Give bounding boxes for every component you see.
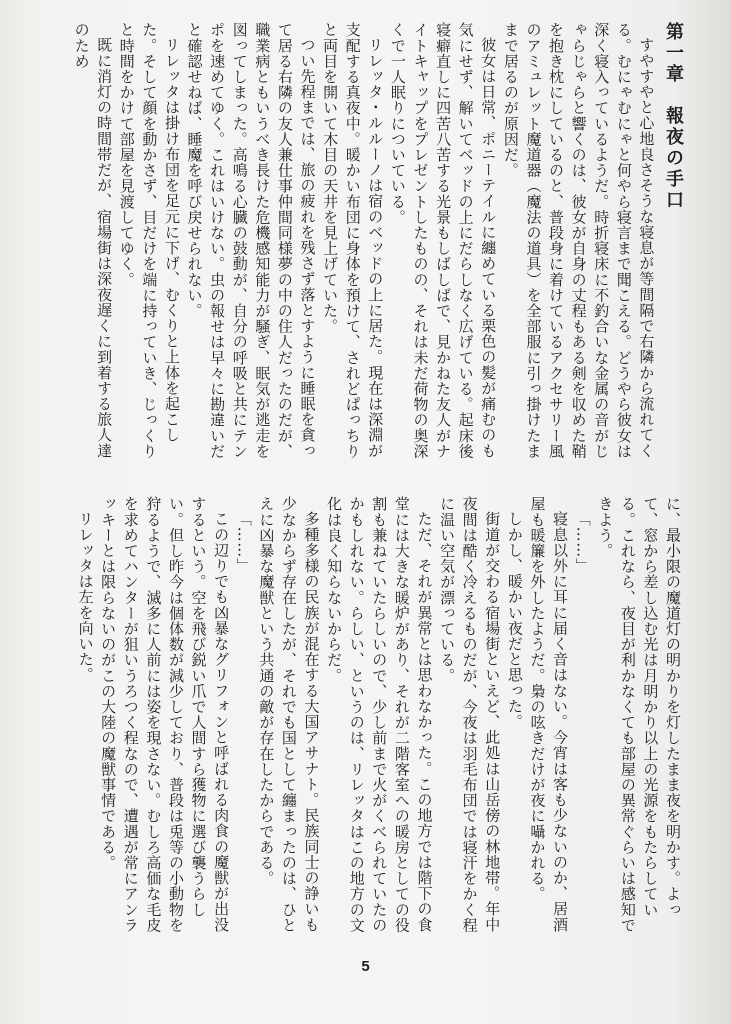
page-number: 5 <box>361 958 370 975</box>
chapter-heading: 第一章 報夜の手口 <box>663 22 684 211</box>
text-column-top <box>52 22 684 472</box>
paragraph: リレッタは左を向いた。 <box>76 511 95 683</box>
paragraph: ただ、それが異常とは思わなかった。この地方では階下の食堂には大きな暖炉があり、それが二階客室への暖房としての役割も兼ねていたらしいので、少し前まで火がくべられていたのかもしれない。らしい、というのは、リレッタはこの地方の文化は良く知らないからだ。 <box>325 496 434 933</box>
dialogue-line: 「……」 <box>573 511 592 574</box>
paragraph: に、最小限の魔道灯の明かりを灯したまま夜を明かす。よって、窓から差し込む光は月明かり以上の光源をもたらしている。これなら、夜目が利かなくても部屋の異常ぐらいは感知できよう。 <box>596 496 682 933</box>
text-column-bottom <box>52 496 684 944</box>
paragraph: リレッタは掛け布団を足元に下げ、むくりと上体を起こした。そして顔を動かさず、目だけを端に持っていき、じっくりと時間をかけて部屋を見渡してゆく。 <box>117 22 181 459</box>
paragraph: 既に消灯の時間帯だが、宿場街は深夜遅くに到着する旅人達のため <box>72 22 114 459</box>
paragraph: つい先程までは、旅の疲れを残さず落とすように睡眠を貪って居る右隣の友人兼仕事仲間同様夢の中の住人だったのだが、職業病ともいうべき長けた危機感知能力が騒ぎ、眠気が逃走を図ってしまった。高鳴る心臓の鼓動が、自分の呼吸と共にテンポを速めてゆく。これはいけない。虫の報せは早々に勘違いだと確認せねば、睡魔を呼び戻せられない。 <box>185 22 317 459</box>
paragraph: 多種多様の民族が混在する大国アサナト。民族同士の諍いも少なからず存在したが、それでも国として纏まったのは、ひとえに凶暴な魔獣という共通の敵が存在したからである。 <box>257 496 321 933</box>
paragraph: この辺りでも凶暴なグリフォンと呼ばれる肉食の魔獣が出没するという。空を飛び鋭い爪で人間すら獲物に選び襲うらしい。但し昨今は個体数が減少しており、普段は兎等の小動物を狩るようで、滅多に人前には姿を現さない。むしろ高価な毛皮を求めてハンターが狙いうろつく程なので、遭遇が常にアンラッキーとは限らないのがこの大陸の魔獣事情である。 <box>99 496 231 933</box>
paragraph: すやすやと心地良さそうな寝息が等間隔で右隣から流れてくる。むにゃむにゃと何やら寝言まで聞こえる。どうやら彼女は深く寝入っているようだ。時折寝床に不釣合いな金属の音がじゃらじゃらと響くのは、彼女が自身の丈程もある剣を収めた鞘を抱き枕にしているのと、普段身に着けているアクセサリー風のアミュレット魔道器（魔法の道具）を全部服に引っ掛けたままで居るのが原因だ。 <box>501 22 656 459</box>
paragraph: 彼女は日常、ポニーテイルに纏めている栗色の髪が痛むのも気にせず、解いてベッドの上にだらしなく広げている。起床後寝癖直しに四苦八苦する光景もしばしばで、見かねた友人がナイトキャップをプレゼントしたものの、それは未だ荷物の奥深くで一人眠りについている。 <box>388 22 498 459</box>
paragraph: リレッタ・ルルーノは宿のベッドの上に居た。現在は深淵が支配する真夜中。暖かい布団に身体を預けて、されどぱっちりと両目を開いて木目の天井を見上げていた。 <box>321 22 385 459</box>
dialogue-line: 「……」 <box>234 511 253 574</box>
paragraph: 街道が交わる宿場街といえど、此処は山岳傍の林地帯。年中夜間は酷く冷えるものだが、今夜は羽毛布団では寝汗をかく程に温い空気が漂っている。 <box>438 496 502 933</box>
paragraph: しかし、暖かい夜だと思った。 <box>505 511 524 730</box>
paragraph: 寝息以外に耳に届く音はない。今宵は客も少ないのか、居酒屋も暖簾を外したようだ。梟の呟きだけが夜に囁かれる。 <box>528 496 570 933</box>
